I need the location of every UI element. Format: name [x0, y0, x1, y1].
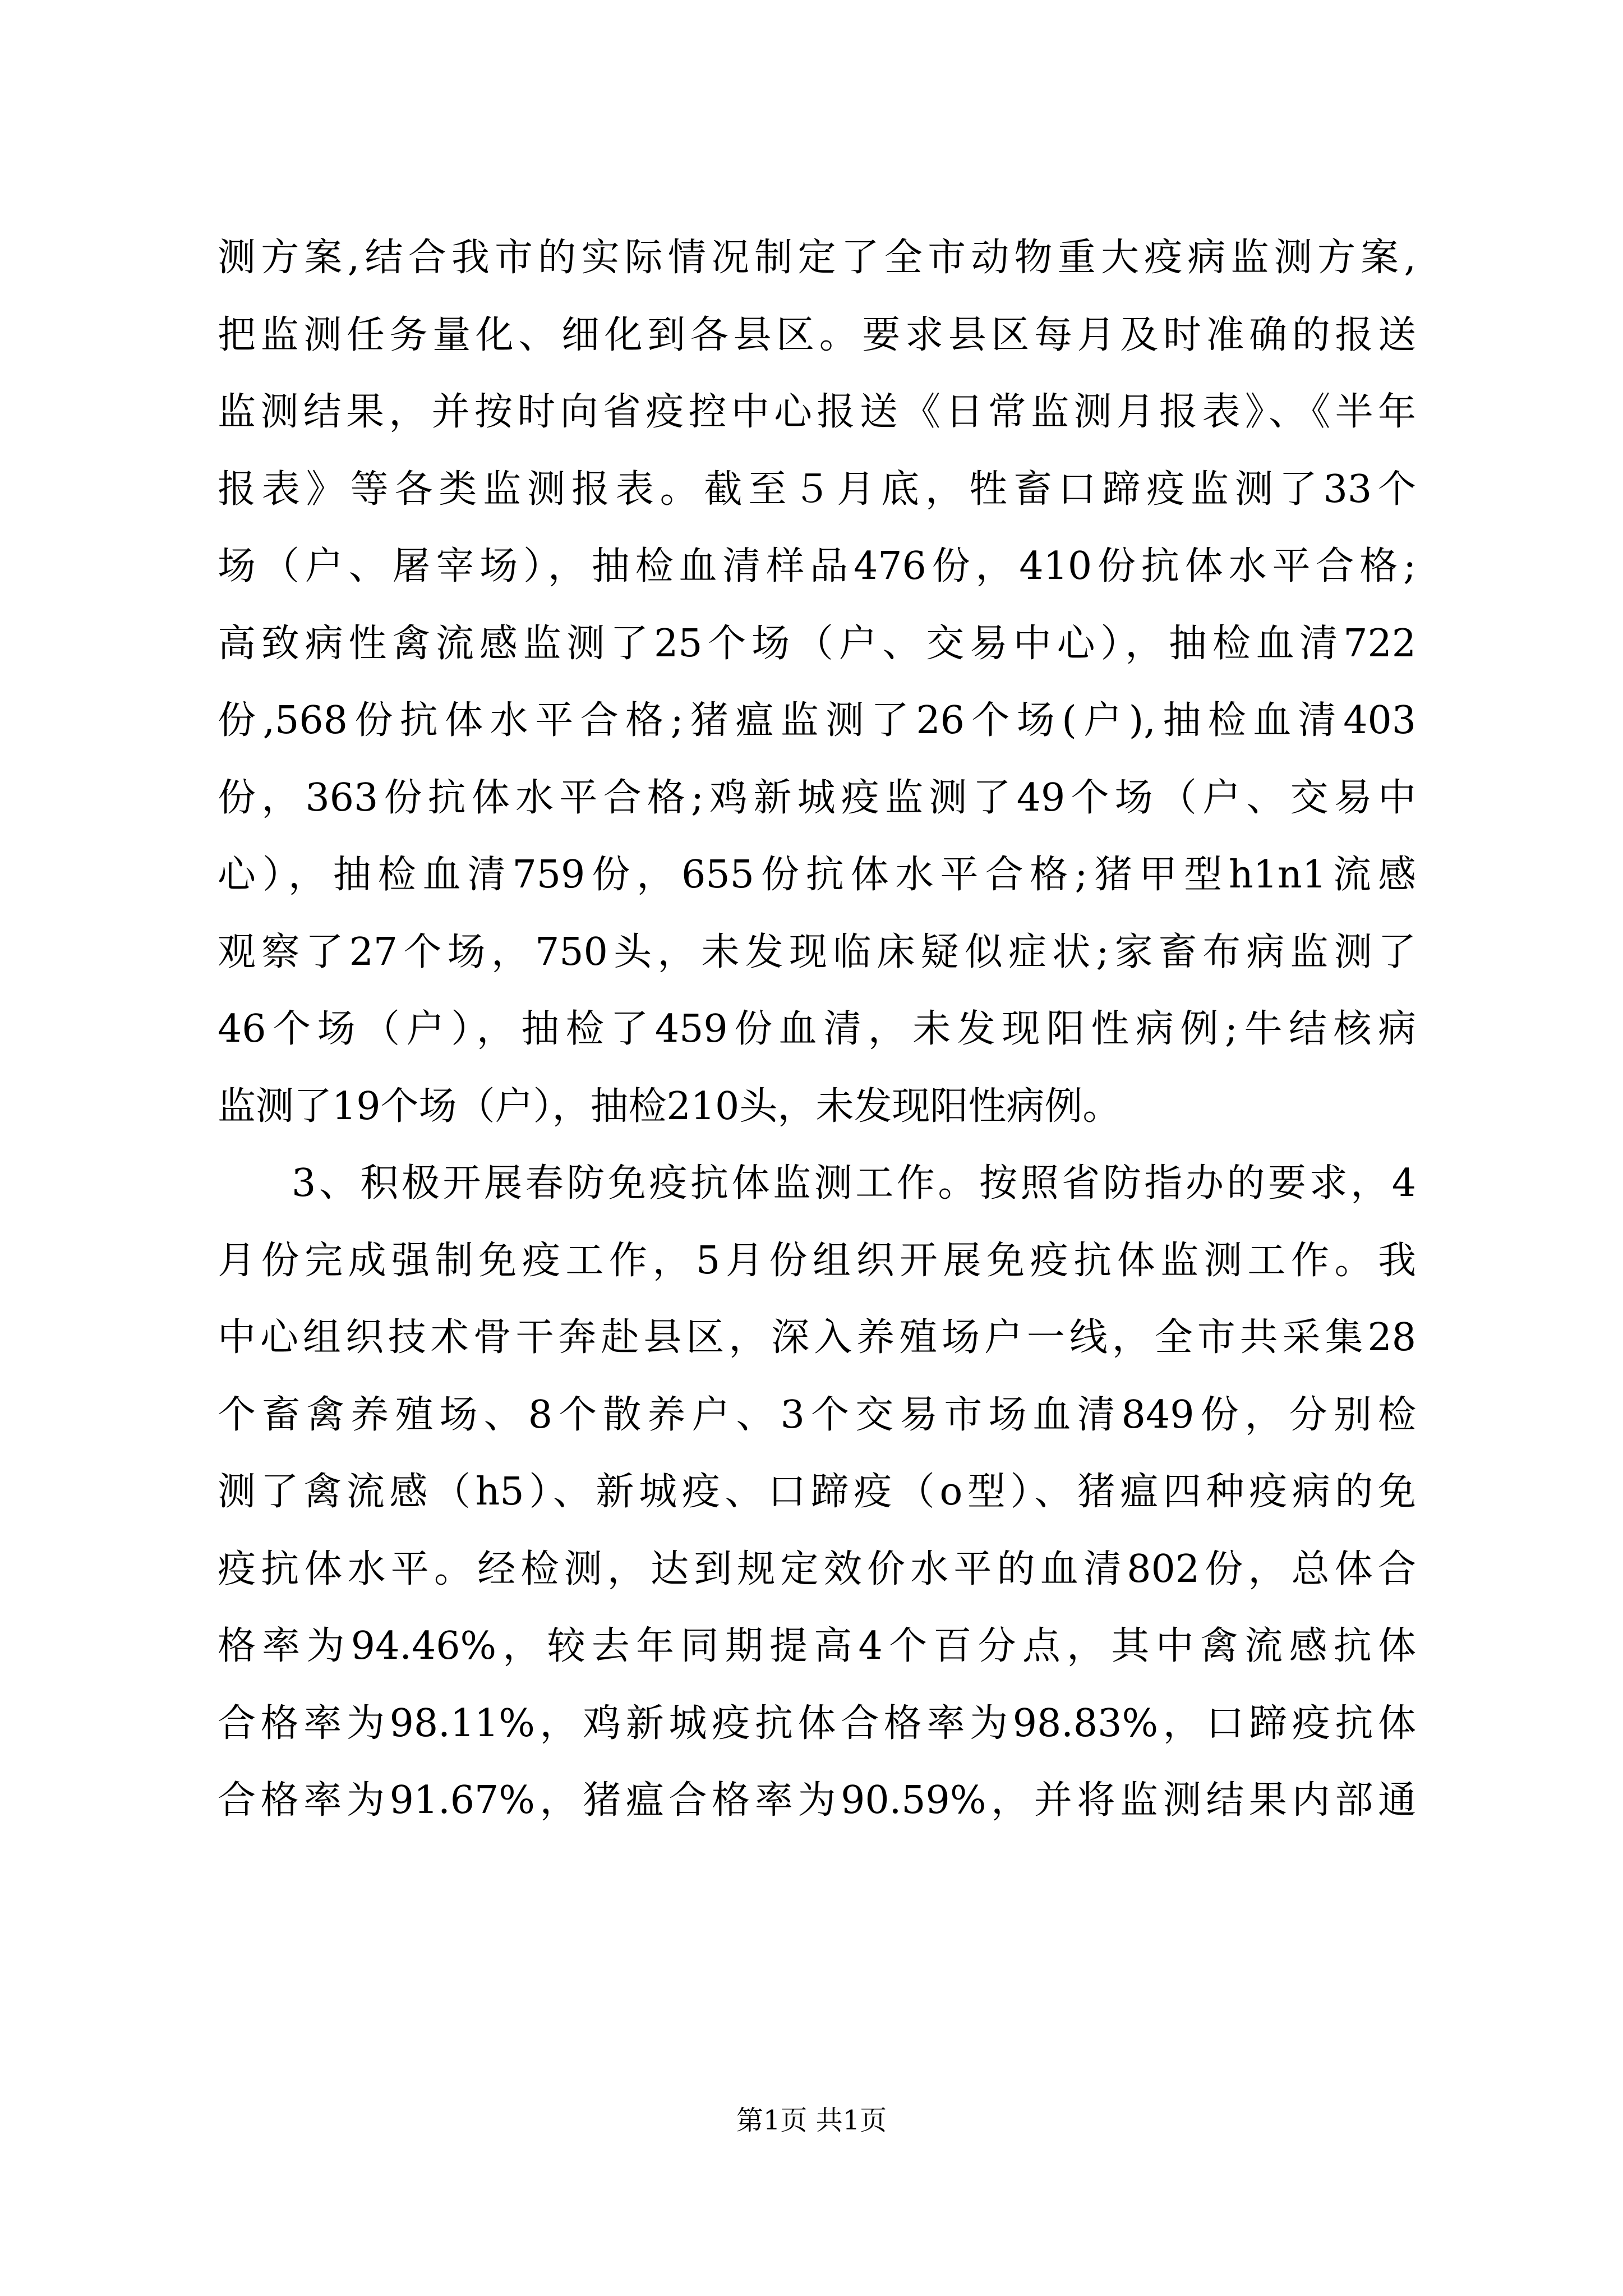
- body-line: 格率为94.46%，较去年同期提高4个百分点，其中禽流感抗体: [218, 1624, 1416, 1668]
- body-line: 观察了27个场，750头，未发现临床疑似症状;家畜布病监测了: [218, 930, 1416, 974]
- body-line: 46个场（户），抽检了459份血清，未发现阳性病例;牛结核病: [218, 1007, 1416, 1051]
- body-line: 高致病性禽流感监测了25个场（户、交易中心），抽检血清722: [218, 621, 1416, 666]
- body-line: 3、积极开展春防免疫抗体监测工作。按照省防指办的要求，4: [292, 1161, 1416, 1205]
- body-line: 个畜禽养殖场、8个散养户、3个交易市场血清849份，分别检: [218, 1392, 1416, 1437]
- body-line: 把监测任务量化、细化到各县区。要求县区每月及时准确的报送: [218, 312, 1416, 357]
- body-line: 份，363份抗体水平合格;鸡新城疫监测了49个场（户、交易中: [218, 775, 1416, 820]
- page-footer: 第1页 共1页: [736, 2105, 887, 2136]
- body-line: 监测了19个场（户），抽检210头，未发现阳性病例。: [218, 1084, 1121, 1129]
- body-line: 测了禽流感（h5）、新城疫、口蹄疫（o型）、猪瘟四种疫病的免: [218, 1470, 1416, 1514]
- body-line: 疫抗体水平。经检测，达到规定效价水平的血清802份，总体合: [218, 1547, 1416, 1591]
- body-line: 报表》等各类监测报表。截至５月底，牲畜口蹄疫监测了33个: [218, 467, 1416, 512]
- body-line: 份,568份抗体水平合格;猪瘟监测了26个场(户),抽检血清403: [218, 698, 1416, 743]
- body-line: 月份完成强制免疫工作，5月份组织开展免疫抗体监测工作。我: [218, 1238, 1416, 1283]
- body-line: 合格率为98.11%，鸡新城疫抗体合格率为98.83%，口蹄疫抗体: [218, 1701, 1416, 1746]
- body-line: 中心组织技术骨干奔赴县区，深入养殖场户一线，全市共采集28: [218, 1315, 1416, 1360]
- body-line: 场（户、屠宰场），抽检血清样品476份，410份抗体水平合格;: [218, 544, 1416, 588]
- body-line: 心），抽检血清759份，655份抗体水平合格;猪甲型h1n1流感: [218, 853, 1416, 897]
- body-line: 合格率为91.67%，猪瘟合格率为90.59%，并将监测结果内部通: [218, 1778, 1416, 1823]
- body-line: 监测结果，并按时向省疫控中心报送《日常监测月报表》、《半年: [218, 390, 1416, 434]
- body-line: 测方案,结合我市的实际情况制定了全市动物重大疫病监测方案,: [218, 236, 1416, 280]
